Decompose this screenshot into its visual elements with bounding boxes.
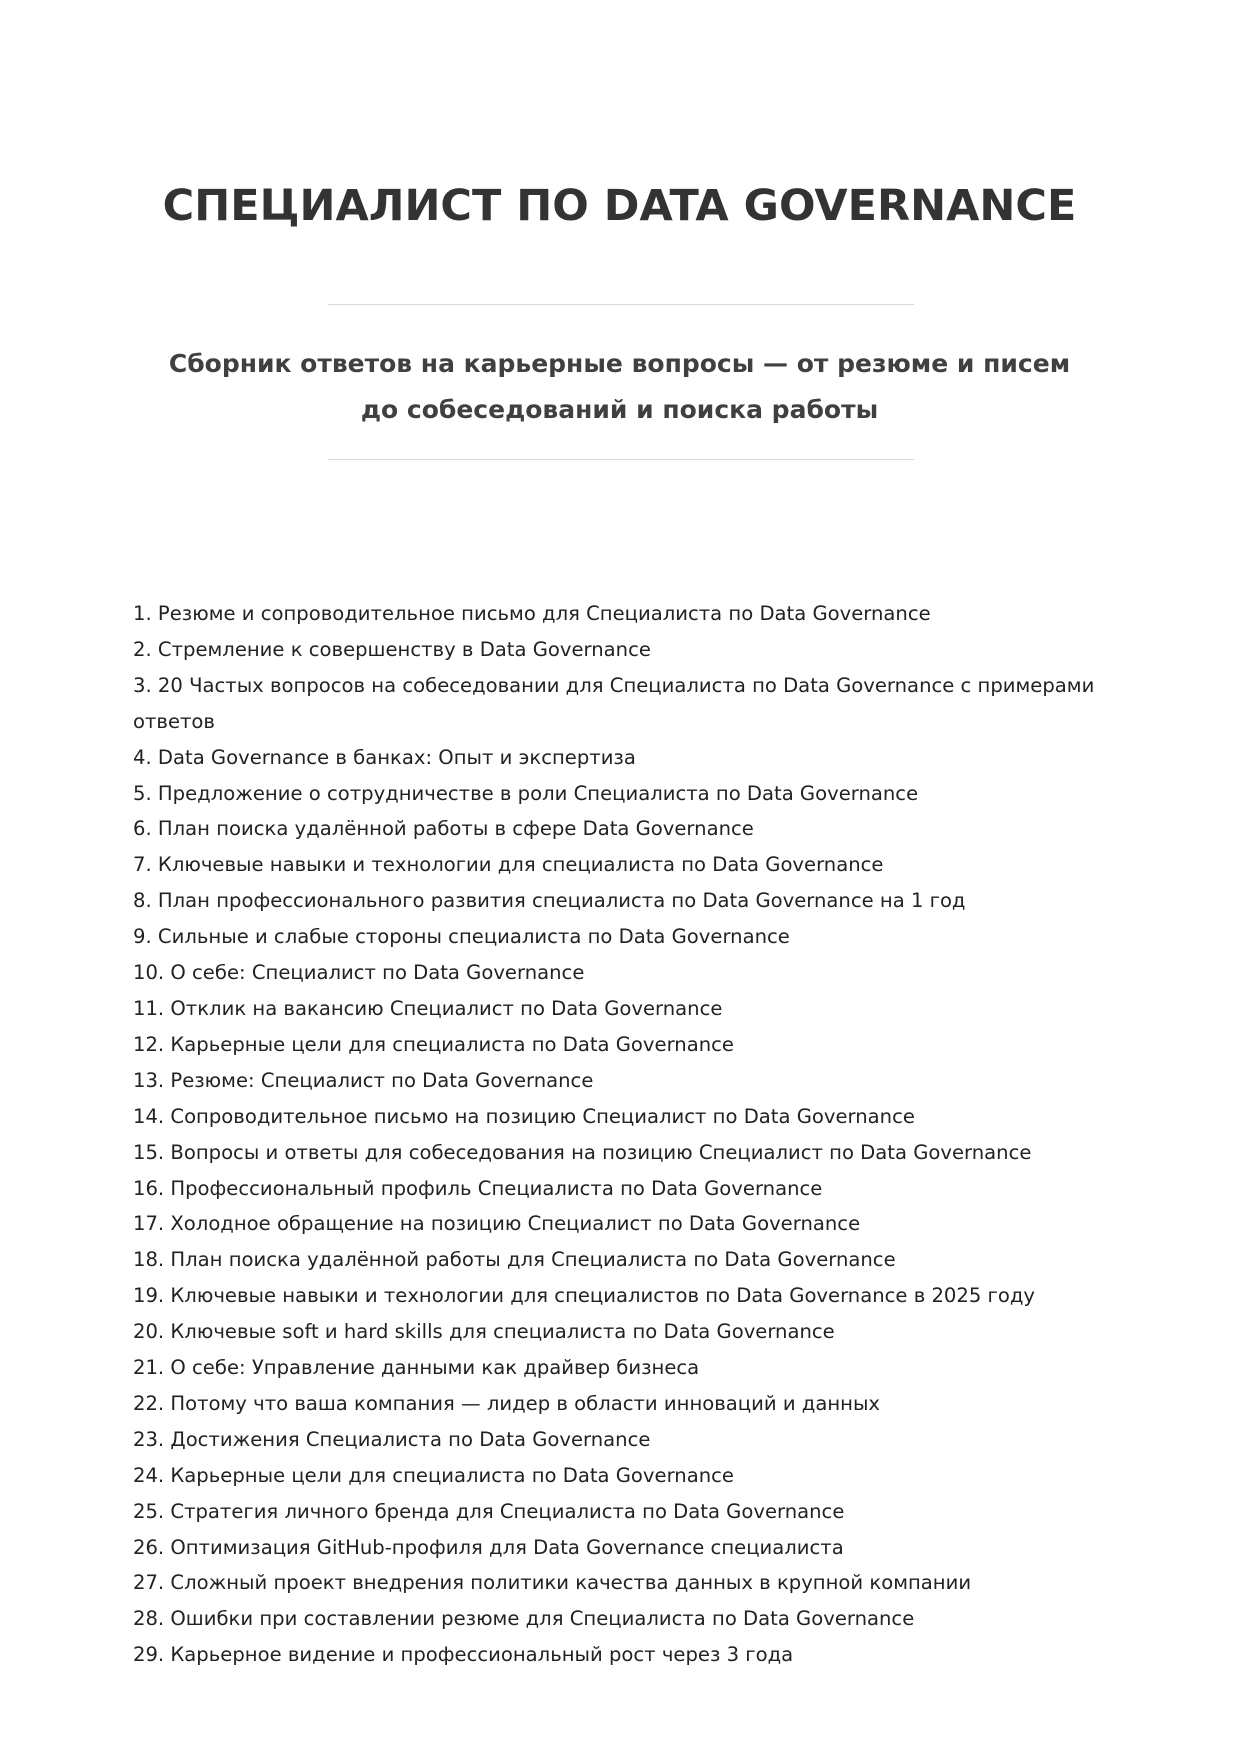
toc-item: 25. Стратегия личного бренда для Специалиста по Data Governance <box>133 1499 845 1523</box>
table-of-contents <box>133 596 1108 1673</box>
toc-item: 18. План поиска удалённой работы для Специалиста по Data Governance <box>133 1248 896 1272</box>
toc-item: 15. Вопросы и ответы для собеседования на позицию Специалист по Data Governance <box>133 1140 1032 1164</box>
toc-item: 10. О себе: Специалист по Data Governance <box>133 961 585 985</box>
toc-item: 9. Сильные и слабые стороны специалиста по Data Governance <box>133 925 790 949</box>
toc-item: 5. Предложение о сотрудничестве в роли Специалиста по Data Governance <box>133 781 919 805</box>
toc-item: 4. Data Governance в банках: Опыт и экспертиза <box>133 745 636 769</box>
toc-item: 16. Профессиональный профиль Специалиста по Data Governance <box>133 1176 823 1200</box>
toc-item: 1. Резюме и сопроводительное письмо для Специалиста по Data Governance <box>133 602 931 625</box>
divider-top <box>328 304 914 305</box>
toc-item: 7. Ключевые навыки и технологии для специалиста по Data Governance <box>133 853 884 877</box>
toc-item: 11. Отклик на вакансию Специалист по Data Governance <box>133 996 723 1020</box>
toc-item: 13. Резюме: Специалист по Data Governance <box>133 1068 594 1092</box>
toc-item: 24. Карьерные цели для специалиста по Data Governance <box>133 1463 734 1487</box>
toc-item: 8. План профессионального развития специалиста по Data Governance на 1 год <box>133 889 966 913</box>
toc-item: 23. Достижения Специалиста по Data Governance <box>133 1427 651 1451</box>
toc-item: 3. 20 Частых вопросов на собеседовании для Специалиста по Data Governance с примерами ответов <box>133 673 1095 733</box>
toc-item: 28. Ошибки при составлении резюме для Специалиста по Data Governance <box>133 1607 915 1631</box>
toc-item: 19. Ключевые навыки и технологии для специалистов по Data Governance в 2025 году <box>133 1284 1035 1308</box>
toc-item: 17. Холодное обращение на позицию Специалист по Data Governance <box>133 1212 861 1236</box>
toc-item: 21. О себе: Управление данными как драйвер бизнеса <box>133 1356 700 1380</box>
document-title: СПЕЦИАЛИСТ ПО DATA GOVERNANCE <box>162 181 1077 231</box>
document-subtitle: Сборник ответов на карьерные вопросы — от резюме и писем до собеседований и поиска работы <box>168 349 1071 424</box>
toc-item: 22. Потому что ваша компания — лидер в области инноваций и данных <box>133 1391 881 1415</box>
divider-bottom <box>328 459 914 460</box>
toc-item: 26. Оптимизация GitHub-профиля для Data Governance специалиста <box>133 1535 844 1559</box>
toc-item: 12. Карьерные цели для специалиста по Data Governance <box>133 1032 734 1056</box>
toc-item: 27. Сложный проект внедрения политики качества данных в крупной компании <box>133 1571 972 1595</box>
toc-item: 20. Ключевые soft и hard skills для специалиста по Data Governance <box>133 1320 835 1344</box>
toc-item: 6. План поиска удалённой работы в сфере Data Governance <box>133 817 754 841</box>
toc-item: 2. Стремление к совершенству в Data Governance <box>133 637 651 661</box>
toc-item: 29. Карьерное видение и профессиональный рост через 3 года <box>133 1643 794 1667</box>
toc-item: 14. Сопроводительное письмо на позицию Специалист по Data Governance <box>133 1104 915 1128</box>
